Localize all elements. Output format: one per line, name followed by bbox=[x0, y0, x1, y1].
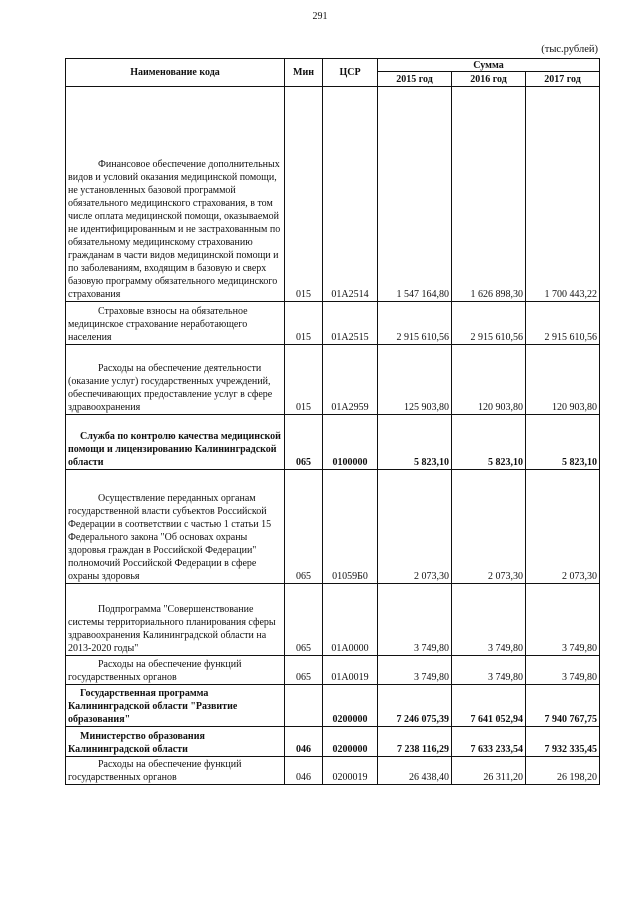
table-row bbox=[66, 302, 600, 345]
row-csr: 01А2514 bbox=[323, 87, 378, 302]
row-value-2015: 3 749,80 bbox=[378, 584, 452, 656]
row-csr: 0200000 bbox=[323, 727, 378, 757]
header-name: Наименование кода bbox=[66, 59, 285, 87]
row-value-2017: 7 940 767,75 bbox=[526, 685, 600, 727]
row-value-2017: 5 823,10 bbox=[526, 415, 600, 470]
row-name: Расходы на обеспечение функций государственных органов bbox=[66, 656, 285, 685]
table-row bbox=[66, 470, 600, 584]
row-value-2017: 3 749,80 bbox=[526, 656, 600, 685]
row-value-2016: 3 749,80 bbox=[452, 656, 526, 685]
row-name: Страховые взносы на обязательное медицинское страхование неработающего населения bbox=[66, 302, 285, 345]
row-min: 015 bbox=[285, 87, 323, 302]
row-value-2016: 5 823,10 bbox=[452, 415, 526, 470]
row-value-2016: 120 903,80 bbox=[452, 345, 526, 415]
row-name: Финансовое обеспечение дополнительных видов и условий оказания медицинской помощи, не установленных базовой программой обязательного медицинского страхования, в том числе оплата медицинской помощи, оказываемой не идентифицированным и не застрахованным по обязательному медицинскому страхованию гражданам в части видов медицинской помощи и по заболеваниям, входящим в базовую и сверх базовую программу обязательного медицинского страхования bbox=[66, 87, 285, 302]
row-value-2015: 7 238 116,29 bbox=[378, 727, 452, 757]
row-value-2015: 3 749,80 bbox=[378, 656, 452, 685]
row-value-2017: 3 749,80 bbox=[526, 584, 600, 656]
table-row bbox=[66, 656, 600, 685]
header-sum: Сумма bbox=[378, 59, 600, 72]
table-row bbox=[66, 345, 600, 415]
page-number: 291 bbox=[312, 11, 328, 22]
row-name: Государственная программа Калининградской области "Развитие образования" bbox=[66, 685, 285, 727]
table-row bbox=[66, 87, 600, 302]
row-min: 065 bbox=[285, 656, 323, 685]
row-value-2016: 7 633 233,54 bbox=[452, 727, 526, 757]
header-year-2015: 2015 год bbox=[378, 72, 452, 87]
row-value-2016: 2 073,30 bbox=[452, 470, 526, 584]
row-value-2016: 2 915 610,56 bbox=[452, 302, 526, 345]
row-name: Министерство образования Калининградской области bbox=[66, 727, 285, 757]
row-value-2017: 2 915 610,56 bbox=[526, 302, 600, 345]
row-min: 015 bbox=[285, 345, 323, 415]
table-row bbox=[66, 727, 600, 757]
row-value-2017: 120 903,80 bbox=[526, 345, 600, 415]
row-min: 046 bbox=[285, 757, 323, 785]
row-name: Осуществление переданных органам государственной власти субъектов Российской Федерации в соответствии с частью 1 статьи 15 Федерального закона "Об основах охраны здоровья граждан в Российской Федерации" полномочий Российской Федерации в сфере охраны здоровья bbox=[66, 470, 285, 584]
row-value-2015: 1 547 164,80 bbox=[378, 87, 452, 302]
row-value-2017: 1 700 443,22 bbox=[526, 87, 600, 302]
row-min: 065 bbox=[285, 415, 323, 470]
row-csr: 01А2959 bbox=[323, 345, 378, 415]
units-label: (тыс.рублей) bbox=[541, 44, 598, 55]
budget-table bbox=[65, 58, 600, 785]
row-csr: 0100000 bbox=[323, 415, 378, 470]
header-csr: ЦСР bbox=[323, 59, 378, 87]
row-csr: 0200019 bbox=[323, 757, 378, 785]
row-value-2015: 26 438,40 bbox=[378, 757, 452, 785]
row-value-2017: 26 198,20 bbox=[526, 757, 600, 785]
header-year-2016: 2016 год bbox=[452, 72, 526, 87]
table-row bbox=[66, 757, 600, 785]
row-min: 015 bbox=[285, 302, 323, 345]
row-value-2015: 125 903,80 bbox=[378, 345, 452, 415]
table-row bbox=[66, 415, 600, 470]
row-csr: 0200000 bbox=[323, 685, 378, 727]
row-name: Служба по контролю качества медицинской помощи и лицензированию Калининградской области bbox=[66, 415, 285, 470]
row-value-2016: 7 641 052,94 bbox=[452, 685, 526, 727]
row-value-2015: 2 915 610,56 bbox=[378, 302, 452, 345]
row-value-2015: 2 073,30 bbox=[378, 470, 452, 584]
row-value-2016: 3 749,80 bbox=[452, 584, 526, 656]
row-name: Расходы на обеспечение функций государственных органов bbox=[66, 757, 285, 785]
row-value-2015: 7 246 075,39 bbox=[378, 685, 452, 727]
row-name: Подпрограмма "Совершенствование системы территориального планирования сферы здравоохранения Калининградской области на 2013-2020 годы" bbox=[66, 584, 285, 656]
row-value-2017: 2 073,30 bbox=[526, 470, 600, 584]
row-value-2016: 26 311,20 bbox=[452, 757, 526, 785]
header-min: Мин bbox=[285, 59, 323, 87]
row-name: Расходы на обеспечение деятельности (оказание услуг) государственных учреждений, обеспечивающих предоставление услуг в сфере здравоохранения bbox=[66, 345, 285, 415]
table-row bbox=[66, 584, 600, 656]
row-min: 065 bbox=[285, 584, 323, 656]
header-year-2017: 2017 год bbox=[526, 72, 600, 87]
row-min: 046 bbox=[285, 727, 323, 757]
row-value-2016: 1 626 898,30 bbox=[452, 87, 526, 302]
row-value-2017: 7 932 335,45 bbox=[526, 727, 600, 757]
row-csr: 01А0000 bbox=[323, 584, 378, 656]
row-csr: 01059Б0 bbox=[323, 470, 378, 584]
row-csr: 01А2515 bbox=[323, 302, 378, 345]
row-value-2015: 5 823,10 bbox=[378, 415, 452, 470]
row-min: 065 bbox=[285, 470, 323, 584]
table-row bbox=[66, 685, 600, 727]
row-min bbox=[285, 685, 323, 727]
row-csr: 01А0019 bbox=[323, 656, 378, 685]
